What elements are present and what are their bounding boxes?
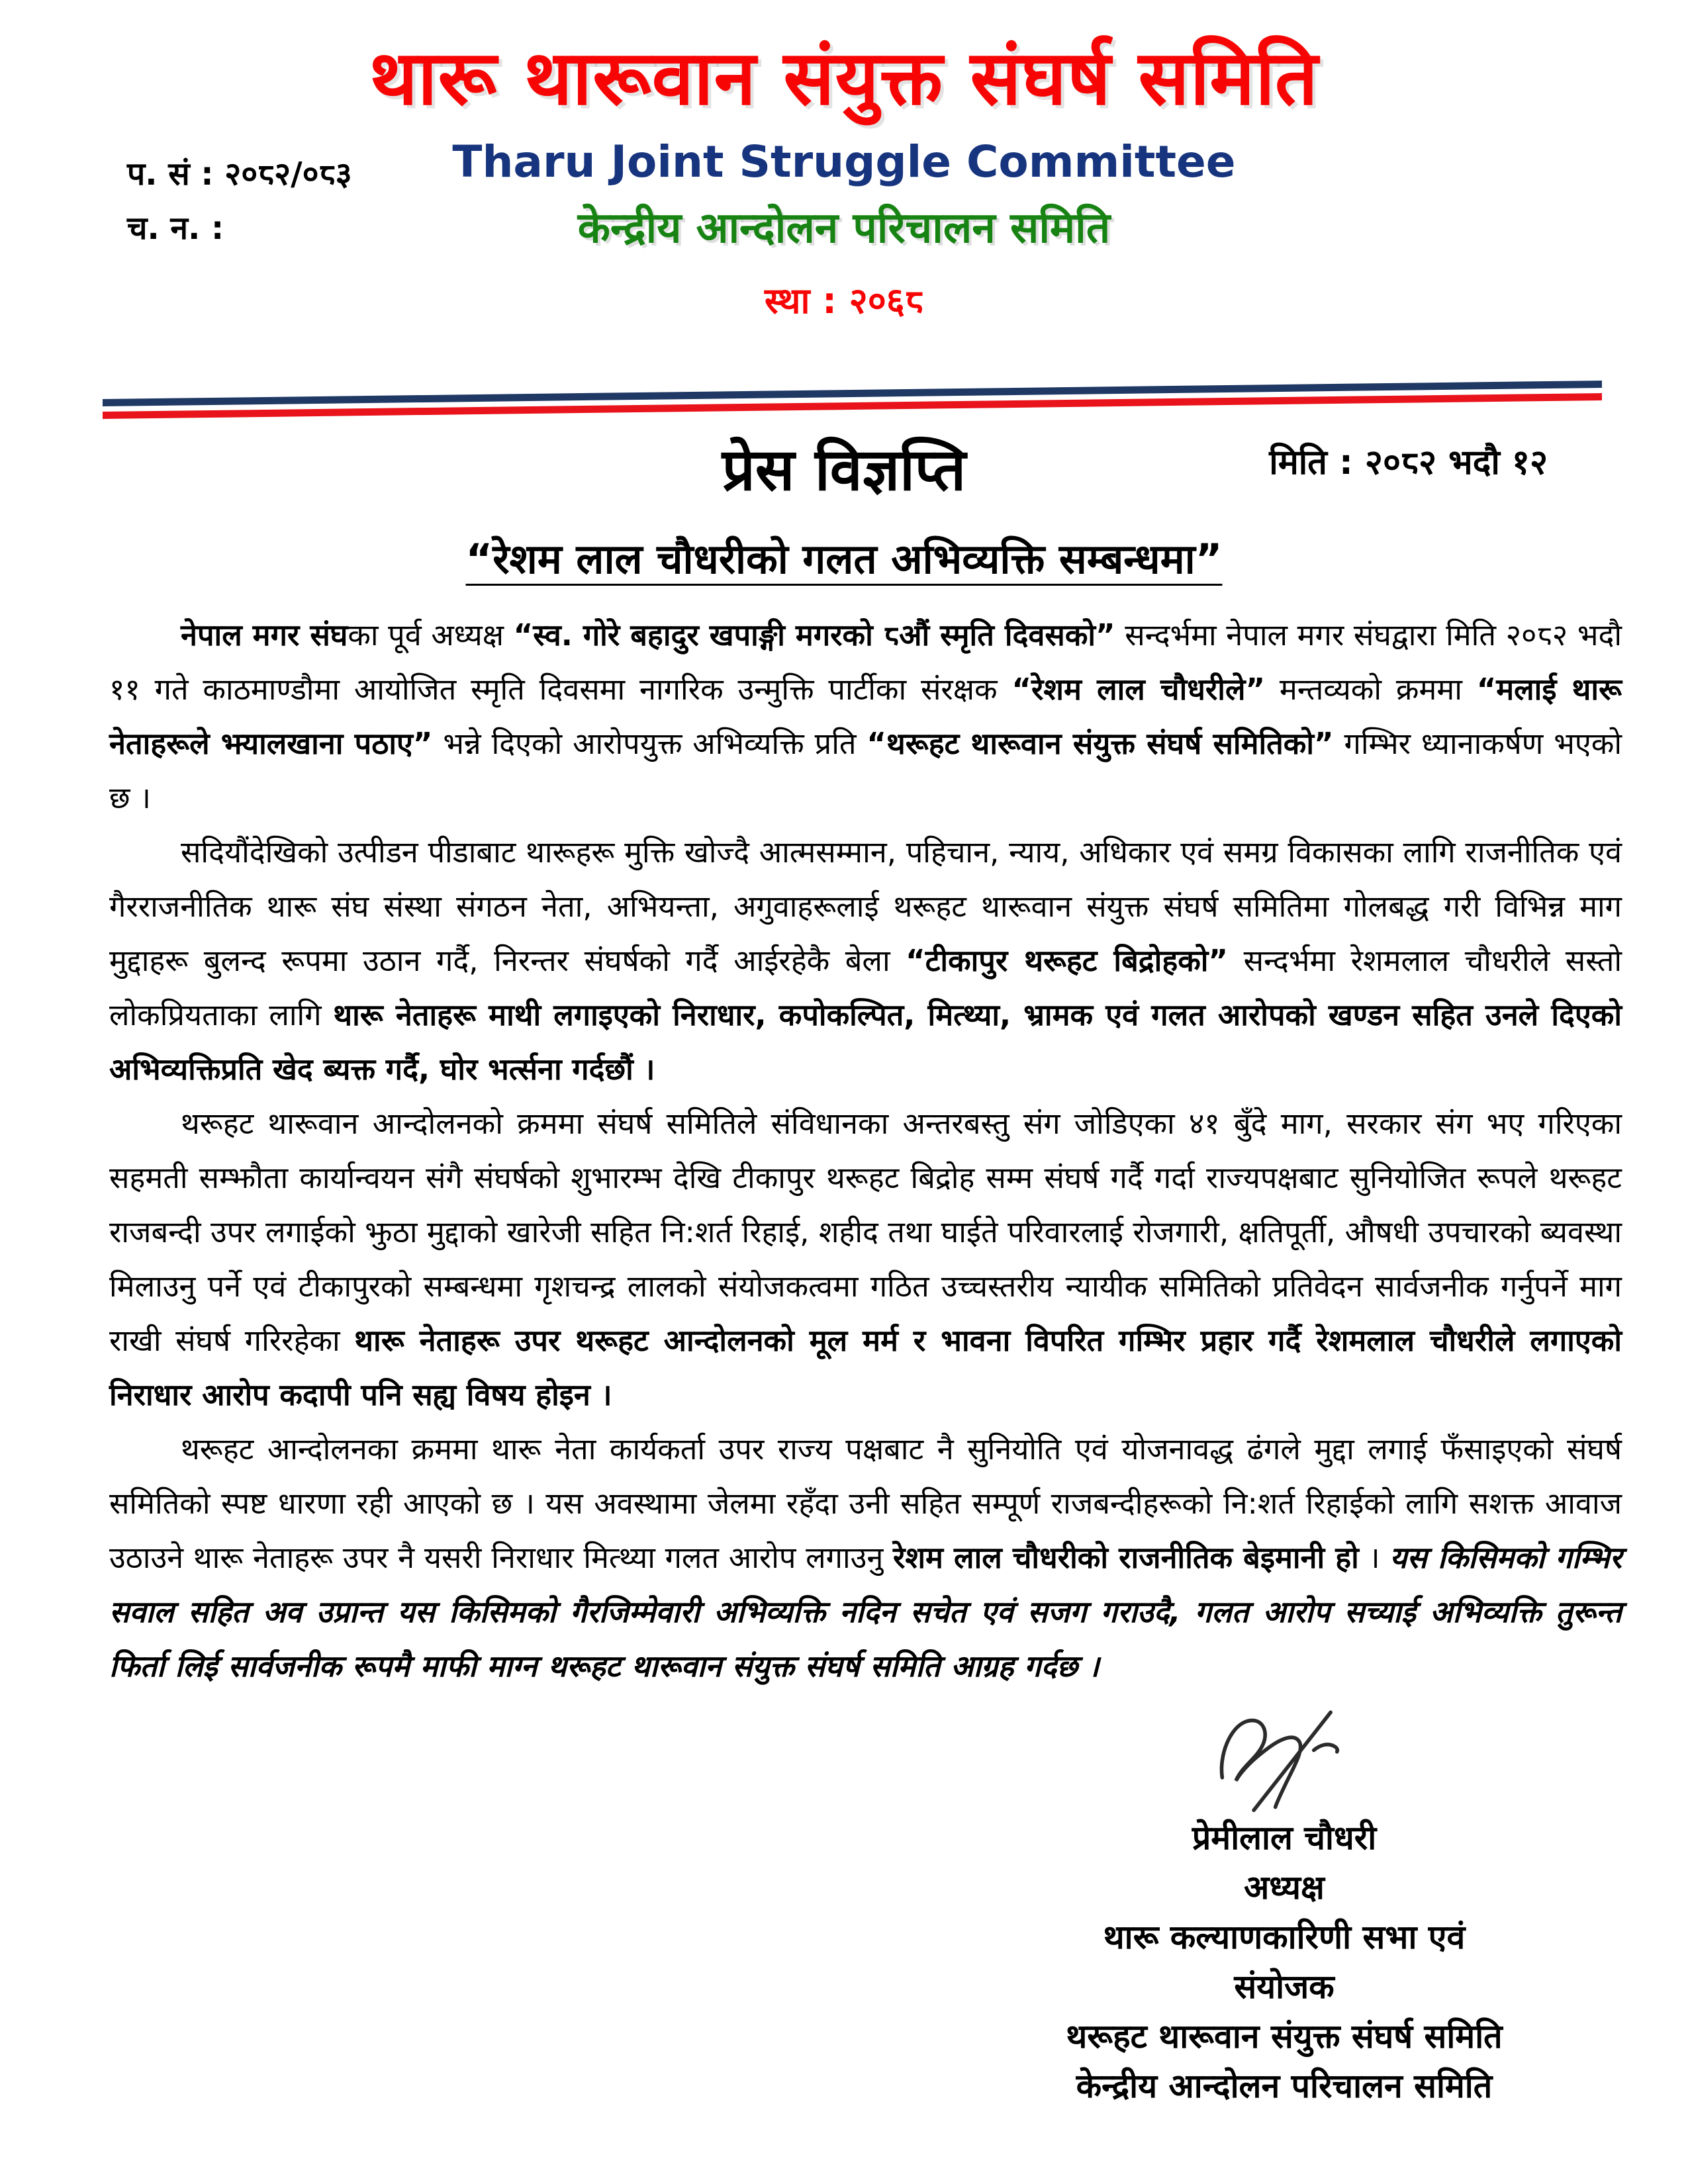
paragraph-segment: यस किसिमको गम्भिर सवाल सहित अव उप्रान्त यस किसिमको गैरजिम्मेवारी अभिव्यक्ति नदिन सचेत एवं सजग गराउदै, गलत आरोप सच्याई अभिव्यक्ति तुरून्त फिर्ता लिई सार्वजनीक रूपमै माफी माग्न थरूहट थारूवान संयुक्त संघर्ष समिति आग्रह गर्दछ ।	[109, 1540, 1622, 1684]
paragraph-segment: सदियौंदेखिको उत्पीडन पीडाबाट थारूहरू मुक्ति खोज्दै आत्मसम्मान, पहिचान, न्याय, अधिकार एवं समग्र विकासका लागि राजनीतिक एवं गैरराजनीतिक थारू संघ संस्था संगठन नेता, अभियन्ता, अगुवाहरूलाई थरूहट थारूवान संयुक्त संघर्ष समितिमा गोलबद्ध गरी विभिन्न माग मुद्दाहरू बुलन्द रूपमा उठान गर्दै, निरन्तर संघर्षको गर्दै आईरहेकै बेला	[109, 835, 1622, 979]
paragraph	[109, 1422, 1622, 1694]
press-release-subject: “रेशम लाल चौधरीको गलत अभिव्यक्ति सम्बन्धमा”	[465, 535, 1223, 584]
paragraph-segment: थारू नेताहरू माथी लगाइएको निराधार, कपोकल्पित, मित्थ्या, भ्रामक एवं गलत आरोपको खण्डन सहित उनले दिएको अभिव्यक्तिप्रति खेद ब्यक्त गर्दै, घोर भर्त्सना गर्दछौं ।	[109, 997, 1622, 1087]
paragraph	[109, 608, 1622, 825]
establishment-year-line: स्था : २०६८	[765, 279, 923, 322]
signatory-org-2: थरूहट थारूवान संयुक्त संघर्ष समिति	[1066, 2017, 1503, 2056]
signatory-name: प्रेमीलाल चौधरी	[1192, 1819, 1377, 1858]
ref-number-line: प. सं : २०८२/०८३	[127, 156, 352, 193]
diagonal-divider-lines	[0, 359, 1688, 432]
paragraph-segment: “स्व. गोरे बहादुर खपाङ्गी मगरको ८औं स्मृति दिवसको”	[513, 617, 1115, 653]
central-committee-line: केन्द्रीय आन्दोलन परिचालन समिति	[577, 203, 1111, 253]
paragraph-segment: सन्दर्भमा रेशमलाल चौधरीले सस्तो लोकप्रियताका लागि	[109, 943, 1622, 1033]
paragraph-segment: “थरूहट थारूवान संयुक्त संघर्ष समितिको”	[867, 726, 1334, 762]
paragraph-segment: का पूर्व अध्यक्ष	[348, 617, 514, 653]
press-release-date: मिति : २०८२ भदौ १२	[1269, 443, 1548, 483]
paragraph-segment: मन्तव्यको क्रममा	[1265, 672, 1477, 707]
paragraph-segment: थरूहट थारूवान आन्दोलनको क्रममा संघर्ष समितिले संविधानका अन्तरबस्तु संग जोडिएका ४१ बुँदे माग, सरकार संग भए गरिएका सहमती सम्झौता कार्यान्वयन संगै संघर्षको शुभारम्भ देखि टीकापुर थरूहट बिद्रोह सम्म संघर्ष गर्दै गर्दा राज्यपक्षबाट सुनियोजित रूपले थरूहट राजबन्दी उपर लगाईको झुठा मुद्दाको खारेजी सहित नि:शर्त रिहाई, शहीद तथा घाईते परिवारलाई रोजगारी, क्षतिपूर्ती, औषधी उपचारको ब्यवस्था मिलाउनु पर्ने एवं टीकापुरको सम्बन्धमा गृशचन्द्र लालको संयोजकत्वमा गठित उच्चस्तरीय न्यायीक समितिको प्रतिवेदन सार्वजनीक गर्नुपर्ने माग राखी संघर्ष गरिरहेका	[109, 1106, 1622, 1359]
dispatch-number-line: च. न. :	[127, 209, 224, 247]
organization-title-nepali: थारू थारूवान संयुक्त संघर्ष समिति	[369, 34, 1319, 122]
signatory-title-coordinator: संयोजक	[1234, 1968, 1335, 2007]
signatory-title-chairman: अध्यक्ष	[1244, 1868, 1325, 1907]
organization-title-english: Tharu Joint Struggle Committee	[452, 136, 1236, 188]
paragraph-segment: नेपाल मगर संघ	[181, 617, 348, 653]
body-text	[109, 608, 1622, 1694]
signature-block	[960, 1698, 1609, 2111]
paragraph-segment: “रेशम लाल चौधरीले”	[1011, 672, 1266, 707]
paragraph-segment: थरूहट आन्दोलनका क्रममा थारू नेता कार्यकर्ता उपर राज्य पक्षबाट नै सुनियोति एवं योजनावद्ध ढंगले मुद्दा लगाई फँसाइएको संघर्ष समितिको स्पष्ट धारणा रही आएको छ । यस अवस्थामा जेलमा रहँदा उनी सहित सम्पूर्ण राजबन्दीहरूको नि:शर्त रिहाईको लागि सशक्त आवाज उठाउने थारू नेताहरू उपर नै यसरी निराधार मित्थ्या गलत आरोप लगाउनु	[109, 1432, 1622, 1576]
paragraph-segment: थारू नेताहरू उपर थरूहट आन्दोलनको मूल मर्म र भावना विपरित गम्भिर प्रहार गर्दै रेशमलाल चौधरीले लगाएको निराधार आरोप कदापी पनि सह्य विषय होइन ।	[109, 1323, 1622, 1413]
paragraph-segment: सन्दर्भमा नेपाल मगर संघद्वारा मिति २०८२ भदौ ११ गते काठमाण्डौमा आयोजित स्मृति दिवसमा नागरिक उन्मुक्ति पार्टीका संरक्षक	[109, 617, 1622, 707]
signature-image	[1190, 1698, 1379, 1813]
press-release-heading: प्रेस विज्ञप्ति	[722, 435, 966, 504]
signatory-org-3: केन्द्रीय आन्दोलन परिचालन समिति	[1076, 2067, 1493, 2106]
press-heading-row	[0, 433, 1688, 513]
signatory-org-1: थारू कल्याणकारिणी सभा एवं	[1103, 1918, 1466, 1957]
paragraph	[109, 1097, 1622, 1422]
paragraph-segment: “मलाई थारू नेताहरूले झ्यालखाना पठाए”	[109, 672, 1622, 762]
paragraph-segment: “टीकापुर थरूहट बिद्रोहको”	[906, 943, 1229, 979]
paragraph-segment: ।	[1358, 1540, 1390, 1576]
header-middle-band	[0, 138, 1688, 357]
paragraph-segment: रेशम लाल चौधरीको राजनीतिक बेइमानी हो	[893, 1540, 1359, 1576]
paragraph-segment: गम्भिर ध्यानाकर्षण भएको छ ।	[109, 726, 1622, 816]
reference-numbers	[127, 148, 352, 255]
paragraph	[109, 825, 1622, 1097]
paragraph-segment: भन्ने दिएको आरोपयुक्त अभिव्यक्ति प्रति	[432, 726, 867, 762]
